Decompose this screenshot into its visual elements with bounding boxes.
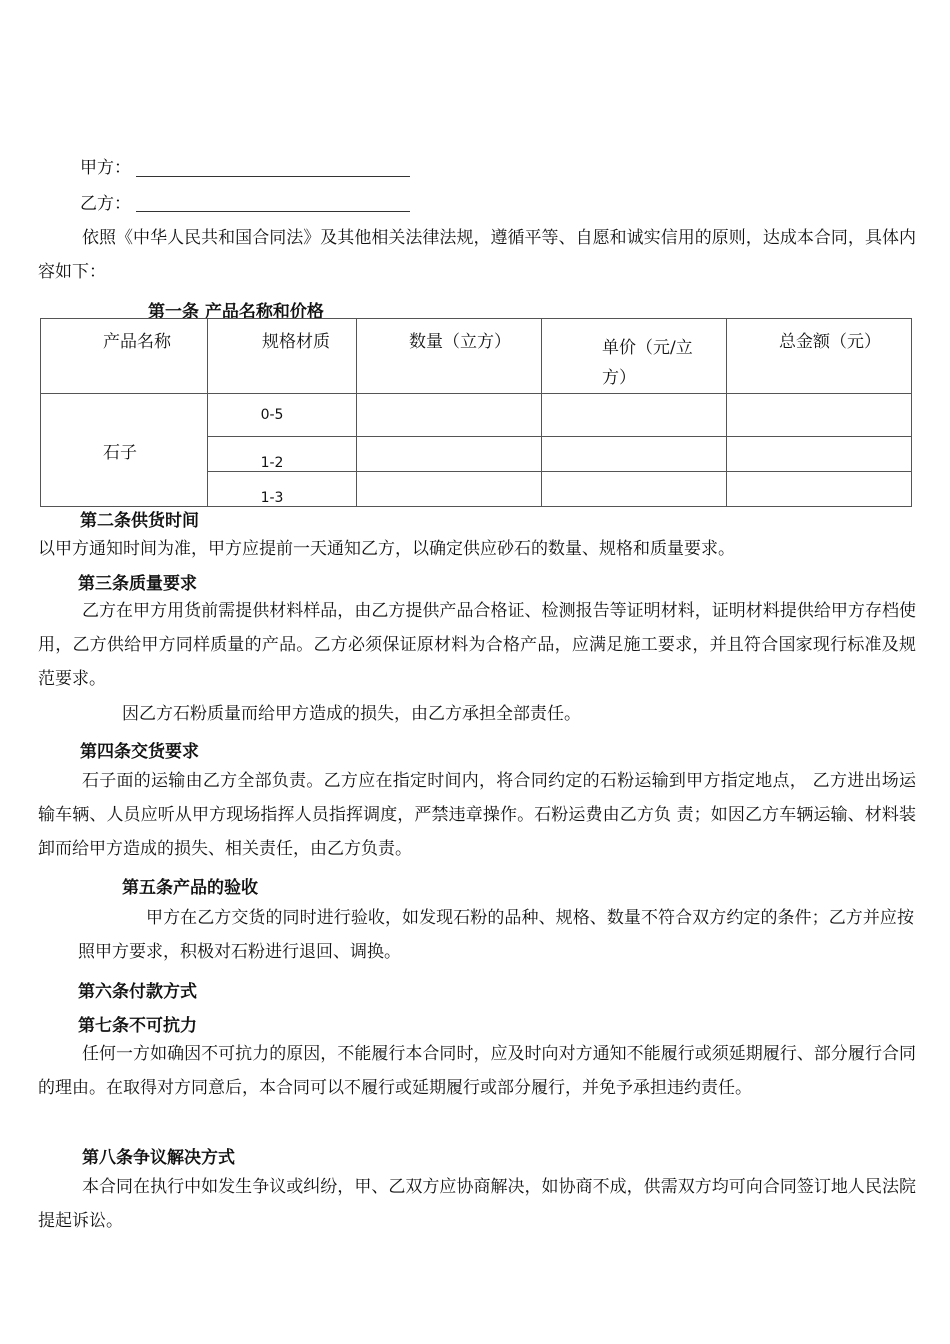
unit-price-cell bbox=[542, 437, 727, 472]
article5-title: 第五条产品的验收 bbox=[122, 878, 258, 898]
party-a-blank-line bbox=[136, 176, 410, 177]
article1-title: 第一条 产品名称和价格 bbox=[148, 302, 324, 322]
intro-paragraph: 依照《中华人民共和国合同法》及其他相关法律法规，遵循平等、自愿和诚实信用的原则，达成本合同，具体内容如下： bbox=[38, 228, 916, 282]
article8-title: 第八条争议解决方式 bbox=[82, 1148, 235, 1168]
party-a-label: 甲方： bbox=[80, 158, 131, 178]
header-total-amount: 总金额（元） bbox=[727, 319, 912, 394]
unit-price-cell bbox=[542, 472, 727, 507]
quantity-cell bbox=[357, 437, 542, 472]
article2-body: 以甲方通知时间为准，甲方应提前一天通知乙方，以确定供应砂石的数量、规格和质量要求。 bbox=[38, 539, 735, 559]
table-header-row bbox=[41, 319, 912, 394]
product-price-table bbox=[40, 318, 912, 507]
article4-title: 第四条交货要求 bbox=[80, 742, 199, 762]
party-b-blank-line bbox=[136, 211, 410, 212]
header-spec: 规格材质 bbox=[208, 319, 357, 394]
article3-title: 第三条质量要求 bbox=[78, 574, 197, 594]
header-quantity: 数量（立方） bbox=[357, 319, 542, 394]
spec-cell: 1-2 bbox=[208, 437, 357, 472]
spec-cell: 1-3 bbox=[208, 472, 357, 507]
article8-body: 本合同在执行中如发生争议或纠纷，甲、乙双方应协商解决，如协商不成，供需双方均可向合同签订地人民法院提起诉讼。 bbox=[38, 1177, 916, 1231]
article3-body-2: 因乙方石粉质量而给甲方造成的损失，由乙方承担全部责任。 bbox=[122, 704, 581, 724]
article3-body: 乙方在甲方用货前需提供材料样品，由乙方提供产品合格证、检测报告等证明材料，证明材料提供给甲方存档使用，乙方供给甲方同样质量的产品。乙方必须保证原材料为合格产品，应满足施工要求，并且符合国家现行标准及规范要求。 bbox=[38, 601, 916, 689]
table-row bbox=[41, 394, 912, 437]
article6-title: 第六条付款方式 bbox=[78, 982, 197, 1002]
total-amount-cell bbox=[727, 437, 912, 472]
unit-price-cell bbox=[542, 394, 727, 437]
header-unit-price: 单价（元/立方） bbox=[542, 319, 727, 394]
article2-title: 第二条供货时间 bbox=[80, 511, 199, 531]
total-amount-cell bbox=[727, 472, 912, 507]
total-amount-cell bbox=[727, 394, 912, 437]
product-cell: 石子 bbox=[41, 394, 208, 507]
article7-body: 任何一方如确因不可抗力的原因，不能履行本合同时，应及时向对方通知不能履行或须延期履行、部分履行合同的理由。在取得对方同意后，本合同可以不履行或延期履行或部分履行，并免予承担违约责任。 bbox=[38, 1044, 916, 1098]
quantity-cell bbox=[357, 394, 542, 437]
quantity-cell bbox=[357, 472, 542, 507]
article7-title: 第七条不可抗力 bbox=[78, 1016, 197, 1036]
party-b-label: 乙方： bbox=[80, 194, 131, 214]
article4-body: 石子面的运输由乙方全部负责。乙方应在指定时间内，将合同约定的石粉运输到甲方指定地点， 乙方进出场运输车辆、人员应听从甲方现场指挥人员指挥调度，严禁违章操作。石粉运费由乙方负 责；如因乙方车辆运输、材料装卸而给甲方造成的损失、相关责任，由乙方负责。 bbox=[38, 771, 916, 859]
header-product-name: 产品名称 bbox=[41, 319, 208, 394]
article5-body: 甲方在乙方交货的同时进行验收，如发现石粉的品种、规格、数量不符合双方约定的条件；乙方并应按照甲方要求，积极对石粉进行退回、调换。 bbox=[78, 908, 914, 962]
spec-cell: 0-5 bbox=[208, 394, 357, 437]
